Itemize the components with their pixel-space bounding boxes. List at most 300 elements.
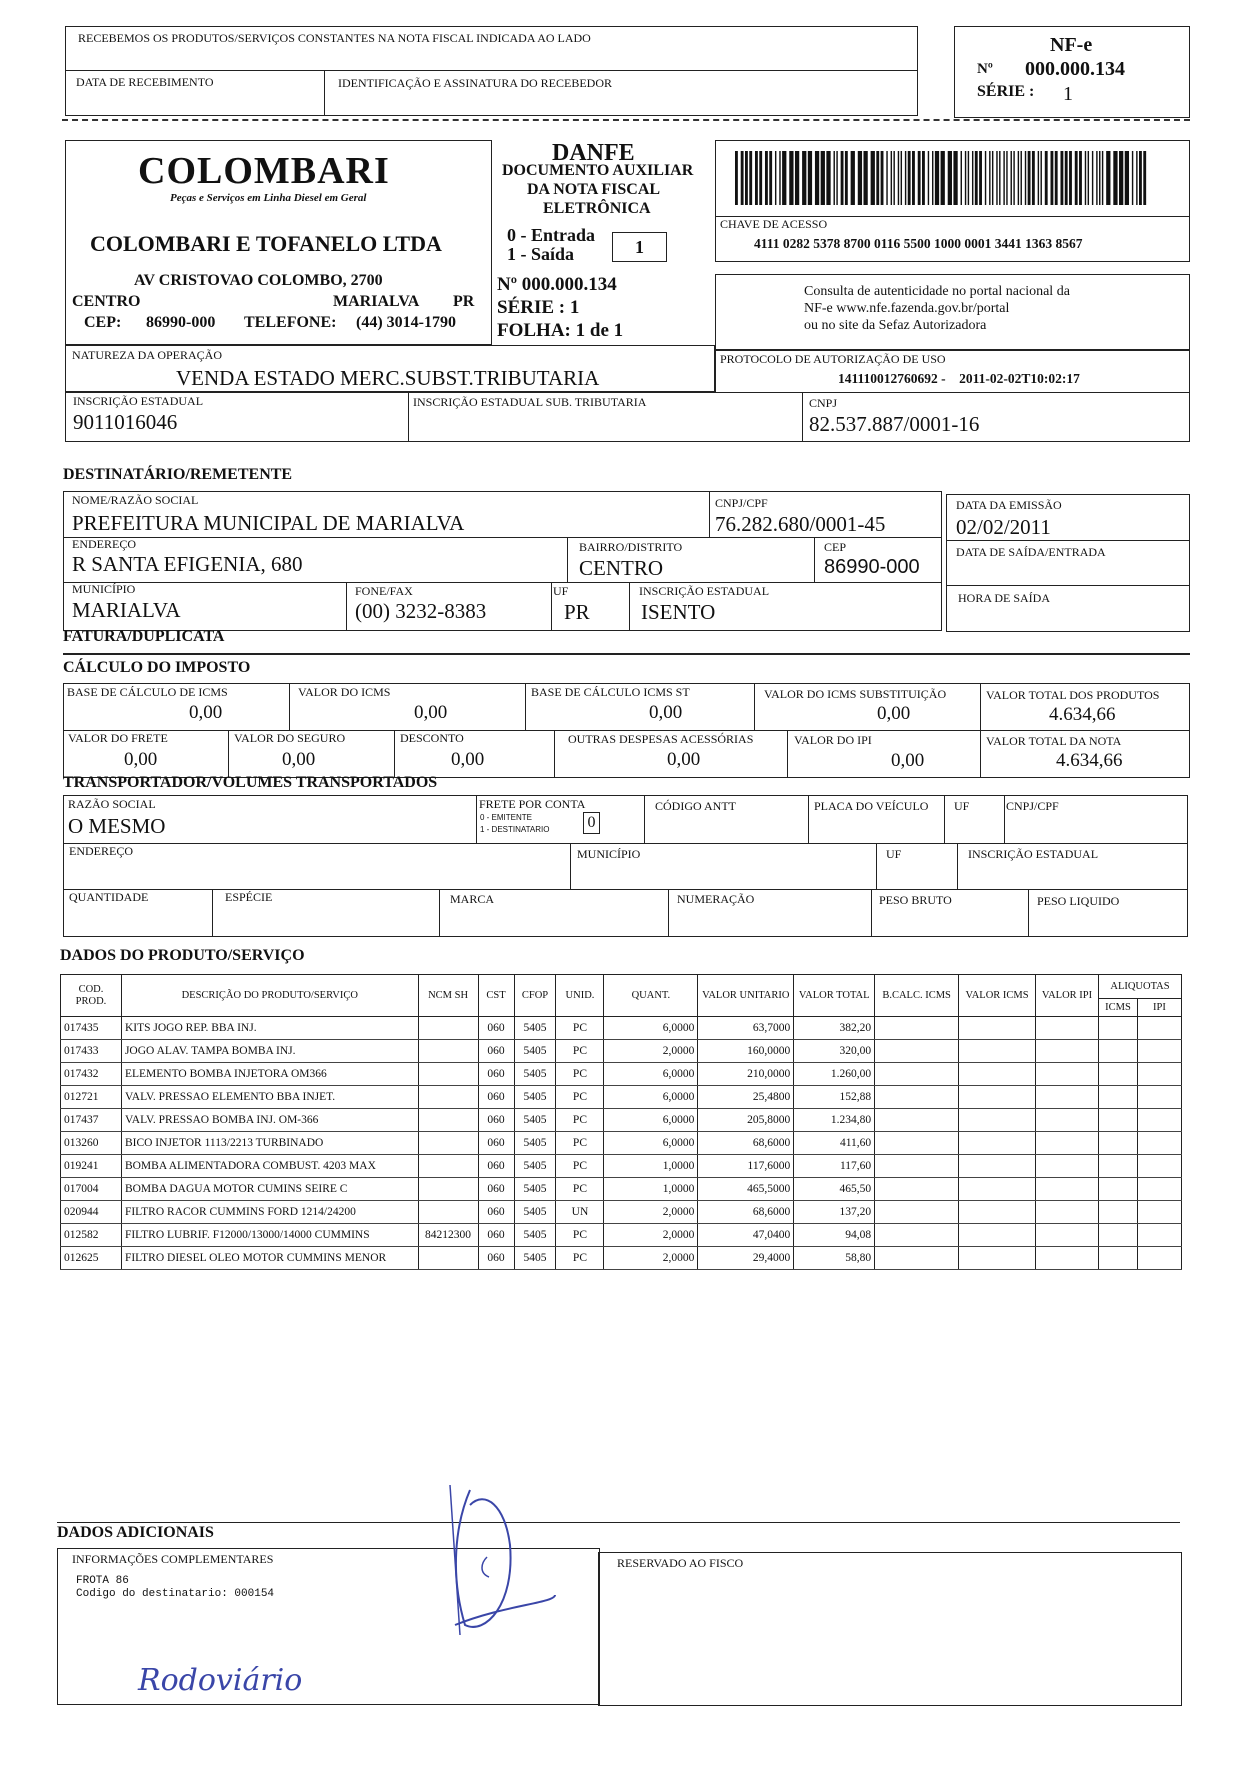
cell-aipi (1137, 1063, 1181, 1086)
cell-vunit: 63,7000 (698, 1017, 794, 1040)
cell-vicms (959, 1086, 1036, 1109)
cell-aicms (1098, 1017, 1137, 1040)
chave-label: CHAVE DE ACESSO (720, 217, 828, 231)
cell-vtotal: 94,08 (794, 1224, 875, 1247)
cell-vicms (959, 1017, 1036, 1040)
dest-uf-label: UF (553, 584, 569, 598)
th-aliquotas: ALIQUOTAS (1098, 975, 1181, 999)
destinatario-box (63, 491, 942, 631)
th-aliq-icms: ICMS (1098, 999, 1137, 1017)
data-emissao: 02/02/2011 (956, 515, 1051, 539)
cnpj-value: 82.537.887/0001-16 (809, 412, 980, 436)
th-valor-total: VALOR TOTAL (794, 975, 875, 1017)
table-row (61, 1224, 1182, 1247)
cell-vtotal: 382,20 (794, 1017, 875, 1040)
cell-desc: BICO INJETOR 1113/2213 TURBINADO (121, 1132, 418, 1155)
transp-endereco-label: ENDEREÇO (69, 844, 133, 858)
transp-cnpj-label: CNPJ/CPF (1006, 799, 1059, 813)
transportador-box (63, 795, 1188, 937)
cell-unid: PC (556, 1224, 604, 1247)
table-row (61, 1247, 1182, 1270)
access-key-barcode (733, 151, 1151, 205)
outras: 0,00 (667, 749, 701, 770)
cell-quant: 2,0000 (604, 1247, 698, 1270)
cell-vipi (1036, 1040, 1099, 1063)
cell-quant: 2,0000 (604, 1201, 698, 1224)
dest-ie-label: INSCRIÇÃO ESTADUAL (639, 584, 770, 598)
calculo-box (63, 683, 1190, 778)
cell-desc: BOMBA DAGUA MOTOR CUMINS SEIRE C (121, 1178, 418, 1201)
cell-bcalc (875, 1201, 959, 1224)
cell-vipi (1036, 1109, 1099, 1132)
emitente-bairro: CENTRO (72, 293, 141, 310)
cell-vtotal: 137,20 (794, 1201, 875, 1224)
table-row (61, 1040, 1182, 1063)
cell-cod: 012721 (61, 1086, 122, 1109)
cell-vipi (1036, 1201, 1099, 1224)
dest-fone: (00) 3232-8383 (355, 599, 487, 623)
cell-unid: PC (556, 1178, 604, 1201)
cell-cst: 060 (478, 1247, 514, 1270)
cell-vtotal: 1.234,80 (794, 1109, 875, 1132)
ie-value: 9011016046 (73, 410, 178, 434)
company-logo: COLOMBARI (138, 150, 390, 192)
cell-vicms (959, 1132, 1036, 1155)
cell-cfop: 5405 (514, 1247, 556, 1270)
table-row (61, 1201, 1182, 1224)
inscricoes-box (65, 392, 1190, 442)
quantidade-label: QUANTIDADE (69, 890, 149, 904)
info-line-1: FROTA 86 (76, 1575, 129, 1587)
cell-aicms (1098, 1132, 1137, 1155)
cell-aipi (1137, 1040, 1181, 1063)
cell-vunit: 210,0000 (698, 1063, 794, 1086)
cell-unid: PC (556, 1086, 604, 1109)
cell-cfop: 5405 (514, 1109, 556, 1132)
cell-bcalc (875, 1040, 959, 1063)
cell-quant: 1,0000 (604, 1155, 698, 1178)
cell-vtotal: 152,88 (794, 1086, 875, 1109)
dest-uf: PR (564, 600, 590, 624)
adicionais-section-title: DADOS ADICIONAIS (57, 1524, 214, 1541)
th-quant: QUANT. (604, 975, 698, 1017)
cell-cod: 012582 (61, 1224, 122, 1247)
frete-value-box: 0 (583, 812, 600, 834)
th-ncm: NCM SH (418, 975, 478, 1017)
cell-aipi (1137, 1132, 1181, 1155)
cell-aicms (1098, 1178, 1137, 1201)
cell-cod: 017432 (61, 1063, 122, 1086)
emitente-cep-label: CEP: (84, 314, 122, 331)
cell-vtotal: 411,60 (794, 1132, 875, 1155)
cell-cst: 060 (478, 1017, 514, 1040)
cell-aipi (1137, 1247, 1181, 1270)
cell-aicms (1098, 1063, 1137, 1086)
cell-quant: 2,0000 (604, 1040, 698, 1063)
cell-bcalc (875, 1017, 959, 1040)
cell-aicms (1098, 1155, 1137, 1178)
cell-aipi (1137, 1017, 1181, 1040)
cell-vicms (959, 1109, 1036, 1132)
nfe-numero-prefix: Nº (977, 61, 993, 77)
cell-ncm (418, 1201, 478, 1224)
cell-unid: PC (556, 1247, 604, 1270)
total-nota-label: VALOR TOTAL DA NOTA (986, 734, 1122, 748)
recebemos-text: RECEBEMOS OS PRODUTOS/SERVIÇOS CONSTANTES NA NOTA FISCAL INDICADA AO LADO (78, 31, 591, 45)
peso-liquido-label: PESO LIQUIDO (1037, 894, 1120, 908)
cell-desc: BOMBA ALIMENTADORA COMBUST. 4203 MAX (121, 1155, 418, 1178)
danfe-entrada: 0 - Entrada (507, 225, 596, 245)
transp-razao: O MESMO (68, 814, 166, 838)
frete-conta-label: FRETE POR CONTA (479, 797, 586, 811)
cell-cst: 060 (478, 1178, 514, 1201)
cell-ncm (418, 1086, 478, 1109)
table-row (61, 1178, 1182, 1201)
cell-desc: FILTRO LUBRIF. F12000/13000/14000 CUMMINS (121, 1224, 418, 1247)
cnpj-label: CNPJ (809, 396, 838, 410)
info-line-2: Codigo do destinatario: 000154 (76, 1588, 275, 1600)
reservado-fisco-label: RESERVADO AO FISCO (617, 1556, 744, 1570)
cell-vunit: 205,8000 (698, 1109, 794, 1132)
cell-vunit: 68,6000 (698, 1201, 794, 1224)
table-row (61, 1017, 1182, 1040)
th-valor-ipi: VALOR IPI (1036, 975, 1099, 1017)
cell-cfop: 5405 (514, 1040, 556, 1063)
danfe-numero: Nº 000.000.134 (497, 274, 617, 295)
cell-aicms (1098, 1109, 1137, 1132)
dest-municipio-label: MUNICÍPIO (72, 582, 136, 596)
dest-fone-label: FONE/FAX (355, 584, 413, 598)
cell-unid: PC (556, 1109, 604, 1132)
cell-vipi (1036, 1224, 1099, 1247)
dest-cep: 86990-000 (824, 556, 920, 578)
natureza-box (65, 345, 715, 392)
frete-opt-0: 0 - EMITENTE (480, 813, 533, 822)
transp-ie-label: INSCRIÇÃO ESTADUAL (968, 847, 1099, 861)
cell-aipi (1137, 1178, 1181, 1201)
especie-label: ESPÉCIE (225, 890, 273, 904)
handwritten-signature: Rodoviário (138, 1663, 303, 1698)
products-table (60, 974, 1182, 1270)
nfe-numero: 000.000.134 (1025, 58, 1125, 80)
danfe-subtitle-1: DOCUMENTO AUXILIAR (502, 162, 694, 179)
emitente-cep: 86990-000 (146, 314, 216, 331)
danfe-subtitle-2: DA NOTA FISCAL (527, 181, 661, 198)
th-cod: COD. PROD. (61, 975, 122, 1017)
danfe-folha: FOLHA: 1 de 1 (497, 320, 624, 341)
fatura-section-title: FATURA/DUPLICATA (63, 628, 225, 645)
info-complementares-label: INFORMAÇÕES COMPLEMENTARES (72, 1552, 274, 1566)
cell-unid: UN (556, 1201, 604, 1224)
natureza-label: NATUREZA DA OPERAÇÃO (72, 348, 223, 362)
emitente-telefone-label: TELEFONE: (244, 314, 337, 331)
transportador-section-title: TRANSPORTADOR/VOLUMES TRANSPORTADOS (63, 774, 438, 791)
emitente-endereco: AV CRISTOVAO COLOMBO, 2700 (134, 272, 383, 289)
th-cfop: CFOP (514, 975, 556, 1017)
cell-quant: 2,0000 (604, 1224, 698, 1247)
cell-ncm (418, 1017, 478, 1040)
base-icms-st-label: BASE DE CÁLCULO ICMS ST (531, 685, 690, 699)
cell-cfop: 5405 (514, 1132, 556, 1155)
dest-cnpj: 76.282.680/0001-45 (715, 512, 886, 536)
dest-cep-label: CEP (824, 540, 847, 554)
cell-cst: 060 (478, 1155, 514, 1178)
cell-aipi (1137, 1201, 1181, 1224)
cell-vicms (959, 1201, 1036, 1224)
cell-desc: JOGO ALAV. TAMPA BOMBA INJ. (121, 1040, 418, 1063)
cell-vunit: 25,4800 (698, 1086, 794, 1109)
placa-label: PLACA DO VEÍCULO (814, 799, 929, 813)
hora-saida-label: HORA DE SAÍDA (958, 591, 1051, 605)
cell-ncm (418, 1109, 478, 1132)
transp-municipio-label: MUNICÍPIO (577, 847, 641, 861)
cell-vunit: 160,0000 (698, 1040, 794, 1063)
cell-bcalc (875, 1224, 959, 1247)
cell-vtotal: 465,50 (794, 1178, 875, 1201)
dest-cnpj-label: CNPJ/CPF (715, 496, 768, 510)
cell-vicms (959, 1040, 1036, 1063)
th-cst: CST (478, 975, 514, 1017)
cell-cod: 012625 (61, 1247, 122, 1270)
emitente-razao-social: COLOMBARI E TOFANELO LTDA (90, 231, 442, 256)
seguro-label: VALOR DO SEGURO (234, 731, 346, 745)
dest-endereco-label: ENDEREÇO (72, 537, 136, 551)
cell-quant: 6,0000 (604, 1063, 698, 1086)
danfe-block (492, 140, 715, 345)
cell-aicms (1098, 1224, 1137, 1247)
ipi: 0,00 (891, 750, 925, 771)
frete: 0,00 (124, 749, 158, 770)
valor-icms: 0,00 (414, 702, 448, 723)
data-recebimento-label: DATA DE RECEBIMENTO (76, 75, 214, 89)
valor-icms-st-label: VALOR DO ICMS SUBSTITUIÇÃO (764, 687, 947, 701)
cell-cod: 019241 (61, 1155, 122, 1178)
cell-vipi (1036, 1178, 1099, 1201)
frete-opt-1: 1 - DESTINATARIO (480, 825, 550, 834)
cell-cfop: 5405 (514, 1086, 556, 1109)
cell-vtotal: 117,60 (794, 1155, 875, 1178)
dest-ie: ISENTO (641, 600, 716, 624)
cell-aipi (1137, 1155, 1181, 1178)
cell-ncm (418, 1040, 478, 1063)
emitente-box (65, 140, 492, 345)
cell-vipi (1036, 1132, 1099, 1155)
cell-cod: 017435 (61, 1017, 122, 1040)
cell-desc: ELEMENTO BOMBA INJETORA OM366 (121, 1063, 418, 1086)
cell-aicms (1098, 1201, 1137, 1224)
fatura-divider (63, 653, 1190, 655)
cell-vicms (959, 1247, 1036, 1270)
protocolo-box (715, 350, 1190, 393)
cell-bcalc (875, 1247, 959, 1270)
danfe-tipo-box: 1 (612, 232, 667, 262)
cell-cod: 013260 (61, 1132, 122, 1155)
cell-vtotal: 320,00 (794, 1040, 875, 1063)
cell-ncm (418, 1178, 478, 1201)
cell-cfop: 5405 (514, 1224, 556, 1247)
cell-vipi (1036, 1155, 1099, 1178)
cell-bcalc (875, 1063, 959, 1086)
th-unid: UNID. (556, 975, 604, 1017)
cell-cst: 060 (478, 1086, 514, 1109)
cell-ncm (418, 1063, 478, 1086)
protocolo-value: 141110012760692 - 2011-02-02T10:02:17 (838, 371, 1080, 386)
cell-bcalc (875, 1178, 959, 1201)
frete-label: VALOR DO FRETE (68, 731, 168, 745)
cell-cst: 060 (478, 1201, 514, 1224)
emitente-cidade: MARIALVA (333, 293, 420, 310)
cell-cst: 060 (478, 1224, 514, 1247)
total-produtos-label: VALOR TOTAL DOS PRODUTOS (986, 688, 1160, 702)
cell-desc: KITS JOGO REP. BBA INJ. (121, 1017, 418, 1040)
danfe-title: DANFE (552, 140, 635, 166)
cell-bcalc (875, 1109, 959, 1132)
total-nota: 4.634,66 (1056, 750, 1123, 771)
data-emissao-label: DATA DA EMISSÃO (956, 498, 1062, 512)
cell-cfop: 5405 (514, 1155, 556, 1178)
cell-aicms (1098, 1086, 1137, 1109)
transp-razao-label: RAZÃO SOCIAL (68, 797, 156, 811)
table-row (61, 1063, 1182, 1086)
cell-cfop: 5405 (514, 1063, 556, 1086)
cell-vicms (959, 1063, 1036, 1086)
cell-cod: 017433 (61, 1040, 122, 1063)
numeracao-label: NUMERAÇÃO (677, 892, 755, 906)
total-produtos: 4.634,66 (1049, 704, 1116, 725)
antt-label: CÓDIGO ANTT (655, 799, 736, 813)
cell-vicms (959, 1224, 1036, 1247)
ie-label: INSCRIÇÃO ESTADUAL (73, 394, 204, 408)
table-row (61, 1132, 1182, 1155)
cell-vicms (959, 1155, 1036, 1178)
dest-bairro-label: BAIRRO/DISTRITO (579, 540, 683, 554)
cell-desc: FILTRO DIESEL OLEO MOTOR CUMMINS MENOR (121, 1247, 418, 1270)
cell-quant: 6,0000 (604, 1109, 698, 1132)
seguro: 0,00 (282, 749, 316, 770)
cell-ncm (418, 1247, 478, 1270)
cell-quant: 1,0000 (604, 1178, 698, 1201)
cell-cod: 017004 (61, 1178, 122, 1201)
cell-unid: PC (556, 1040, 604, 1063)
th-valor-icms: VALOR ICMS (959, 975, 1036, 1017)
calculo-section-title: CÁLCULO DO IMPOSTO (63, 659, 251, 676)
cell-ncm (418, 1132, 478, 1155)
cell-cod: 017437 (61, 1109, 122, 1132)
ie-st-label: INSCRIÇÃO ESTADUAL SUB. TRIBUTARIA (413, 395, 647, 409)
cell-cfop: 5405 (514, 1178, 556, 1201)
cell-quant: 6,0000 (604, 1132, 698, 1155)
cell-quant: 6,0000 (604, 1017, 698, 1040)
th-bcalc-icms: B.CALC. ICMS (875, 975, 959, 1017)
danfe-subtitle-3: ELETRÔNICA (543, 200, 651, 217)
cell-vunit: 465,5000 (698, 1178, 794, 1201)
nfe-serie: 1 (1063, 83, 1073, 105)
cell-vipi (1036, 1086, 1099, 1109)
emitente-telefone: (44) 3014-1790 (356, 314, 456, 331)
peso-bruto-label: PESO BRUTO (879, 893, 952, 907)
cell-aipi (1137, 1109, 1181, 1132)
canhoto-receipt-box (65, 26, 918, 116)
adicionais-divider (57, 1522, 1180, 1523)
cell-vunit: 47,0400 (698, 1224, 794, 1247)
cell-unid: PC (556, 1155, 604, 1178)
ipi-label: VALOR DO IPI (794, 733, 872, 747)
cell-vtotal: 1.260,00 (794, 1063, 875, 1086)
emitente-uf: PR (453, 293, 475, 310)
base-icms-st: 0,00 (649, 702, 683, 723)
cell-vipi (1036, 1017, 1099, 1040)
cell-vunit: 117,6000 (698, 1155, 794, 1178)
dest-endereco: R SANTA EFIGENIA, 680 (72, 552, 303, 576)
dest-municipio: MARIALVA (72, 598, 181, 622)
consulta-line-2: NF-e www.nfe.fazenda.gov.br/portal (804, 301, 1010, 316)
cell-unid: PC (556, 1017, 604, 1040)
danfe-saida: 1 - Saída (507, 244, 575, 264)
cell-ncm: 84212300 (418, 1224, 478, 1247)
cell-vicms (959, 1178, 1036, 1201)
nfe-serie-label: SÉRIE : (977, 83, 1035, 100)
cell-vtotal: 58,80 (794, 1247, 875, 1270)
cell-cst: 060 (478, 1109, 514, 1132)
cut-line (62, 119, 1190, 121)
consulta-line-1: Consulta de autenticidade no portal nacional da (804, 284, 1070, 299)
data-saida-label: DATA DE SAÍDA/ENTRADA (956, 545, 1106, 559)
cell-bcalc (875, 1086, 959, 1109)
cell-aipi (1137, 1224, 1181, 1247)
cell-ncm (418, 1155, 478, 1178)
cell-bcalc (875, 1155, 959, 1178)
cell-cfop: 5405 (514, 1201, 556, 1224)
cell-desc: VALV. PRESSAO BOMBA INJ. OM-366 (121, 1109, 418, 1132)
cell-vunit: 29,4000 (698, 1247, 794, 1270)
desconto: 0,00 (451, 749, 485, 770)
cell-unid: PC (556, 1132, 604, 1155)
cell-vipi (1036, 1063, 1099, 1086)
outras-label: OUTRAS DESPESAS ACESSÓRIAS (568, 732, 754, 746)
chave-value: 4111 0282 5378 8700 0116 5500 1000 0001 3441 1363 8567 (754, 236, 1083, 251)
transp-uf-label: UF (954, 799, 970, 813)
cell-aicms (1098, 1040, 1137, 1063)
table-row (61, 1155, 1182, 1178)
consulta-line-3: ou no site da Sefaz Autorizadora (804, 318, 987, 333)
dest-nome-label: NOME/RAZÃO SOCIAL (72, 493, 199, 507)
nfe-number-box (954, 26, 1190, 118)
cell-cst: 060 (478, 1040, 514, 1063)
natureza-value: VENDA ESTADO MERC.SUBST.TRIBUTARIA (176, 366, 600, 390)
identificacao-label: IDENTIFICAÇÃO E ASSINATURA DO RECEBEDOR (338, 76, 613, 90)
cell-cst: 060 (478, 1063, 514, 1086)
cell-aipi (1137, 1086, 1181, 1109)
table-row (61, 1086, 1182, 1109)
cell-cod: 020944 (61, 1201, 122, 1224)
reservado-fisco-box (598, 1552, 1182, 1706)
nfe-title: NF-e (1050, 34, 1093, 56)
cell-quant: 6,0000 (604, 1086, 698, 1109)
base-icms: 0,00 (189, 702, 223, 723)
th-descricao: DESCRIÇÃO DO PRODUTO/SERVIÇO (121, 975, 418, 1017)
desconto-label: DESCONTO (400, 731, 464, 745)
marca-label: MARCA (450, 892, 495, 906)
cell-unid: PC (556, 1063, 604, 1086)
cell-cfop: 5405 (514, 1017, 556, 1040)
cell-bcalc (875, 1132, 959, 1155)
base-icms-label: BASE DE CÁLCULO DE ICMS (67, 685, 228, 699)
transp-uf2-label: UF (886, 847, 902, 861)
cell-cst: 060 (478, 1132, 514, 1155)
cell-aicms (1098, 1247, 1137, 1270)
valor-icms-st: 0,00 (877, 703, 911, 724)
signature-scribble-icon (395, 1485, 575, 1640)
